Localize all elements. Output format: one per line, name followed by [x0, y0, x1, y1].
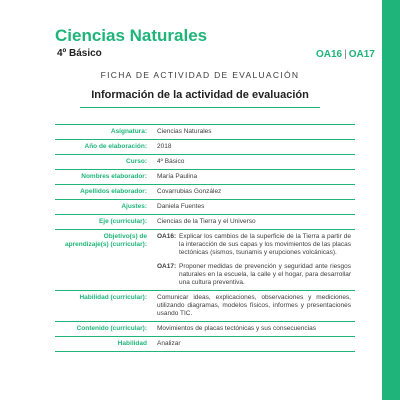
table-row-contenido: [55, 322, 355, 337]
table-row-nombres: [55, 170, 355, 185]
table-row-habilidad: [55, 291, 355, 322]
value-anio: 2018: [153, 140, 355, 155]
table-row-objetivos: [55, 230, 355, 291]
oa-codes: [316, 49, 375, 61]
oa-code-oa16: OA16: [316, 49, 343, 60]
habilidad-text: Comunicar ideas, explicaciones, observaciones y mediciones, utilizando diagramas, modelos físicos, informes y presentaciones usando TIC.: [157, 294, 351, 317]
objective-text: Explicar los cambios de la superficie de la Tierra a partir de la interacción de sus capas y los movimientos de las placas tectónicas (sismos, tsunamis y erupciones volcánicas).: [179, 233, 351, 256]
value-objetivos: [153, 230, 355, 291]
objective-code: OA17:: [157, 263, 177, 270]
objective-item-oa17: [157, 263, 351, 287]
label-ajustes: Ajustes:: [55, 200, 153, 215]
value-contenido: Movimientos de placas tectónicas y sus consecuencias: [153, 322, 355, 337]
value-habilidad-2: Analizar: [153, 337, 355, 352]
section-title-underline: [80, 107, 320, 108]
subject-title: Ciencias Naturales: [55, 26, 208, 45]
label-nombres: Nombres elaborador:: [55, 170, 153, 185]
objective-text: Proponer medidas de prevención y seguridad ante riesgos naturales en la escuela, la calle y el hogar, para desarrollar una cultura preventiva.: [179, 263, 351, 286]
section-title: Información de la actividad de evaluación: [91, 89, 309, 101]
label-anio: Año de elaboración:: [55, 140, 153, 155]
side-accent-bar: [382, 0, 400, 400]
value-eje: Ciencias de la Tierra y el Universo: [153, 215, 355, 230]
label-habilidad-2: Habilidad: [55, 337, 153, 352]
grade-label: 4º Básico: [57, 48, 102, 59]
activity-info-table: [55, 124, 355, 352]
value-habilidad: [153, 291, 355, 322]
table-row-habilidad-2: [55, 337, 355, 352]
label-curso: Curso:: [55, 155, 153, 170]
table-row-asignatura: [55, 125, 355, 140]
objective-code: OA16:: [157, 233, 177, 240]
table-row-curso: [55, 155, 355, 170]
table-row-eje: [55, 215, 355, 230]
value-curso: 4º Básico: [153, 155, 355, 170]
oa-separator: |: [344, 49, 347, 60]
document-type: FICHA DE ACTIVIDAD DE EVALUACIÓN: [100, 70, 300, 80]
label-asignatura: Asignatura:: [55, 125, 153, 140]
objective-item-oa16: [157, 233, 351, 257]
table-row-ajustes: [55, 200, 355, 215]
label-contenido: Contenido (curricular):: [55, 322, 153, 337]
table-row-apellidos: [55, 185, 355, 200]
label-habilidad: Habilidad (curricular):: [55, 291, 153, 322]
value-apellidos: Covarrubias González: [153, 185, 355, 200]
label-eje: Eje (curricular):: [55, 215, 153, 230]
label-objetivos: Objetivo(s) de aprendizaje(s) (curricular):: [55, 230, 153, 291]
label-apellidos: Apellidos elaborador:: [55, 185, 153, 200]
value-ajustes: Daniela Fuentes: [153, 200, 355, 215]
value-asignatura: Ciencias Naturales: [153, 125, 355, 140]
table-row-anio: [55, 140, 355, 155]
value-nombres: María Paulina: [153, 170, 355, 185]
oa-code-oa17: OA17: [348, 49, 375, 60]
